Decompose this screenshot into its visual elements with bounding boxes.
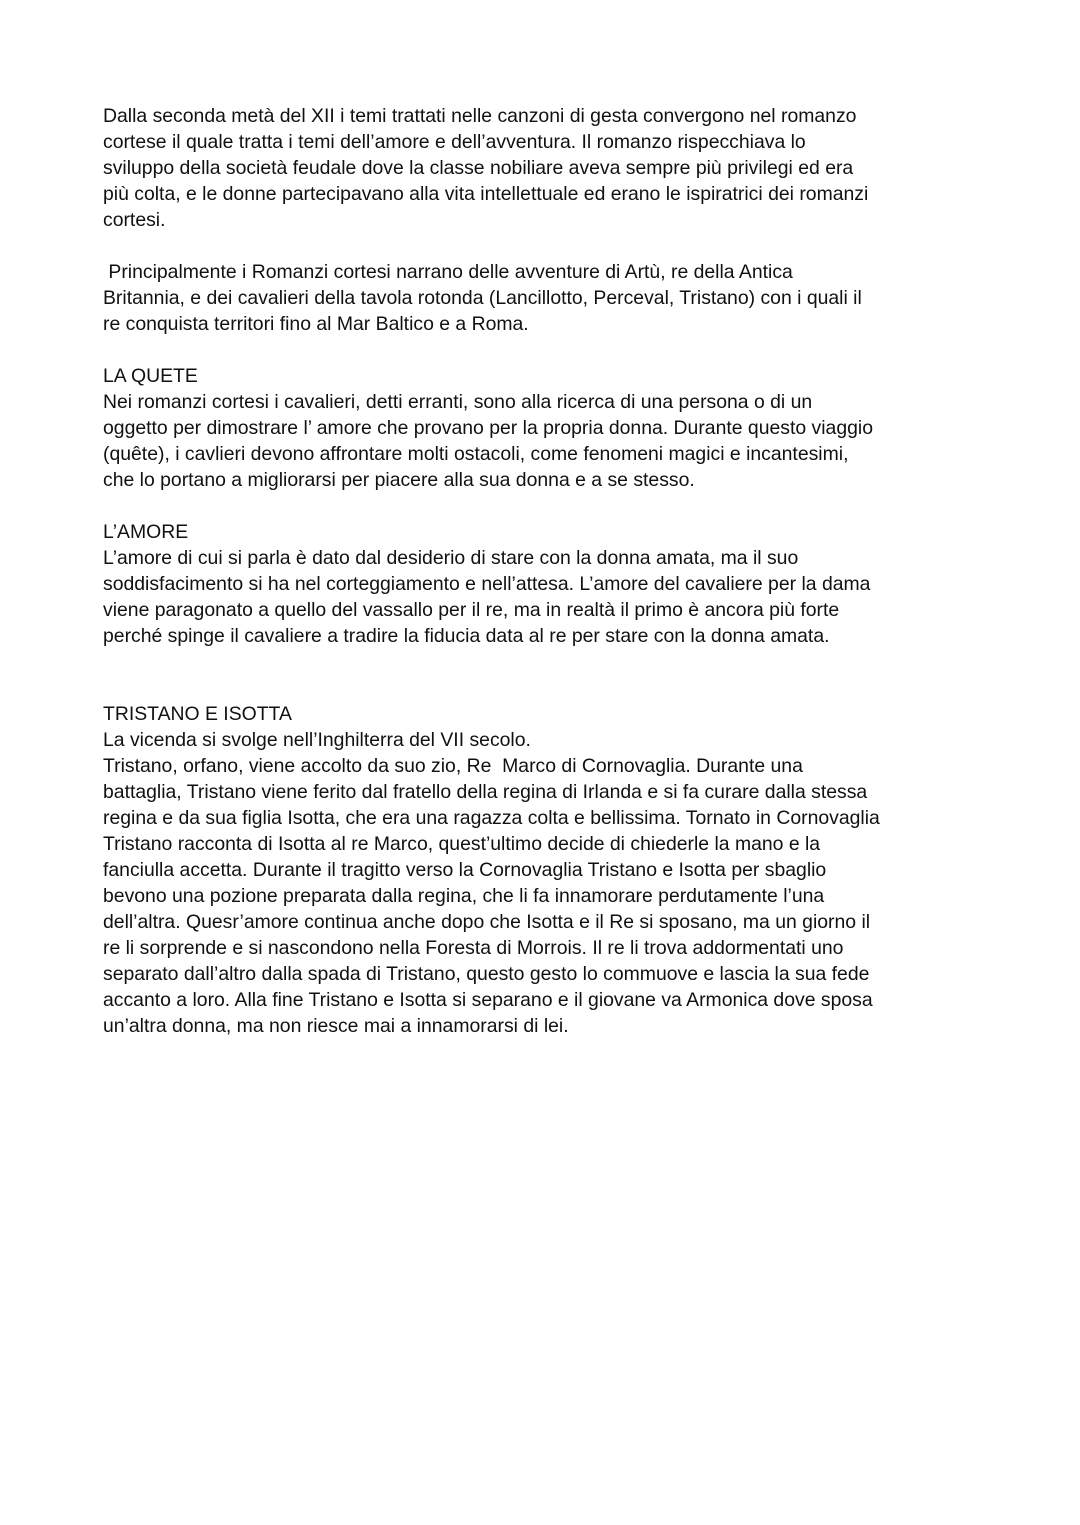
paragraph-spacer (103, 649, 983, 701)
tristano-line: La vicenda si svolge nell’Inghilterra del VII secolo. (103, 729, 531, 751)
tristano-line: separato dall’altro dalla spada di Tristano, questo gesto lo commuove e lascia la sua fede (103, 963, 870, 985)
tristano-line: regina e da sua figlia Isotta, che era una ragazza colta e bellissima. Tornato in Cornovaglia (103, 807, 880, 829)
intro-line: cortese il quale tratta i temi dell’amore e dell’avventura. Il romanzo rispecchiava lo (103, 131, 806, 153)
tristano-heading: TRISTANO E ISOTTA (103, 703, 292, 725)
tristano-line: accanto a loro. Alla fine Tristano e Isotta si separano e il giovane va Armonica dove sposa (103, 989, 873, 1011)
tristano-line: battaglia, Tristano viene ferito dal fratello della regina di Irlanda e si fa curare dalla stessa (103, 781, 868, 803)
tristano-line: Tristano, orfano, viene accolto da suo zio, Re Marco di Cornovaglia. Durante una (103, 755, 803, 777)
tristano-section (103, 701, 983, 1039)
intro-paragraph (103, 103, 983, 233)
intro-line: più colta, e le donne partecipavano alla vita intellettuale ed erano le ispiratrici dei romanzi (103, 183, 869, 205)
amore-line: perché spinge il cavaliere a tradire la fiducia data al re per stare con la donna amata. (103, 625, 830, 647)
tristano-line: bevono una pozione preparata dalla regina, che li fa innamorare perdutamente l’una (103, 885, 825, 907)
amore-section (103, 519, 983, 649)
tristano-line: un’altra donna, ma non riesce mai a innamorarsi di lei. (103, 1015, 569, 1037)
paragraph-spacer (103, 233, 983, 259)
tristano-line: re li sorprende e si nascondono nella Foresta di Morrois. Il re li trova addormentati uno (103, 937, 844, 959)
intro-line: sviluppo della società feudale dove la classe nobiliare aveva sempre più privilegi ed era (103, 157, 854, 179)
quete-line: Nei romanzi cortesi i cavalieri, detti erranti, sono alla ricerca di una persona o di un (103, 391, 813, 413)
arthur-line: Britannia, e dei cavalieri della tavola rotonda (Lancillotto, Perceval, Tristano) con i quali il (103, 287, 862, 309)
quete-line: oggetto per dimostrare l’ amore che provano per la propria donna. Durante questo viaggio (103, 417, 873, 439)
amore-line: L’amore di cui si parla è dato dal desiderio di stare con la donna amata, ma il suo (103, 547, 799, 569)
arthur-line: re conquista territori fino al Mar Baltico e a Roma. (103, 313, 529, 335)
intro-line: cortesi. (103, 209, 166, 231)
paragraph-spacer (103, 337, 983, 363)
amore-line: viene paragonato a quello del vassallo per il re, ma in realtà il primo è ancora più forte (103, 599, 840, 621)
quete-section (103, 363, 983, 493)
arthur-paragraph (103, 259, 983, 337)
arthur-line: Principalmente i Romanzi cortesi narrano delle avventure di Artù, re della Antica (103, 261, 793, 283)
amore-heading: L’AMORE (103, 521, 189, 543)
tristano-line: dell’altra. Quesr’amore continua anche dopo che Isotta e il Re si sposano, ma un giorno il (103, 911, 871, 933)
paragraph-spacer (103, 493, 983, 519)
intro-line: Dalla seconda metà del XII i temi trattati nelle canzoni di gesta convergono nel romanzo (103, 105, 857, 127)
quete-heading: LA QUETE (103, 365, 198, 387)
quete-line: (quête), i cavlieri devono affrontare molti ostacoli, come fenomeni magici e incantesimi, (103, 443, 849, 465)
amore-line: soddisfacimento si ha nel corteggiamento e nell’attesa. L’amore del cavaliere per la dama (103, 573, 871, 595)
tristano-line: Tristano racconta di Isotta al re Marco, quest’ultimo decide di chiederle la mano e la (103, 833, 821, 855)
document-body (103, 103, 983, 1039)
quete-line: che lo portano a migliorarsi per piacere alla sua donna e a se stesso. (103, 469, 695, 491)
tristano-line: fanciulla accetta. Durante il tragitto verso la Cornovaglia Tristano e Isotta per sbaglio (103, 859, 827, 881)
